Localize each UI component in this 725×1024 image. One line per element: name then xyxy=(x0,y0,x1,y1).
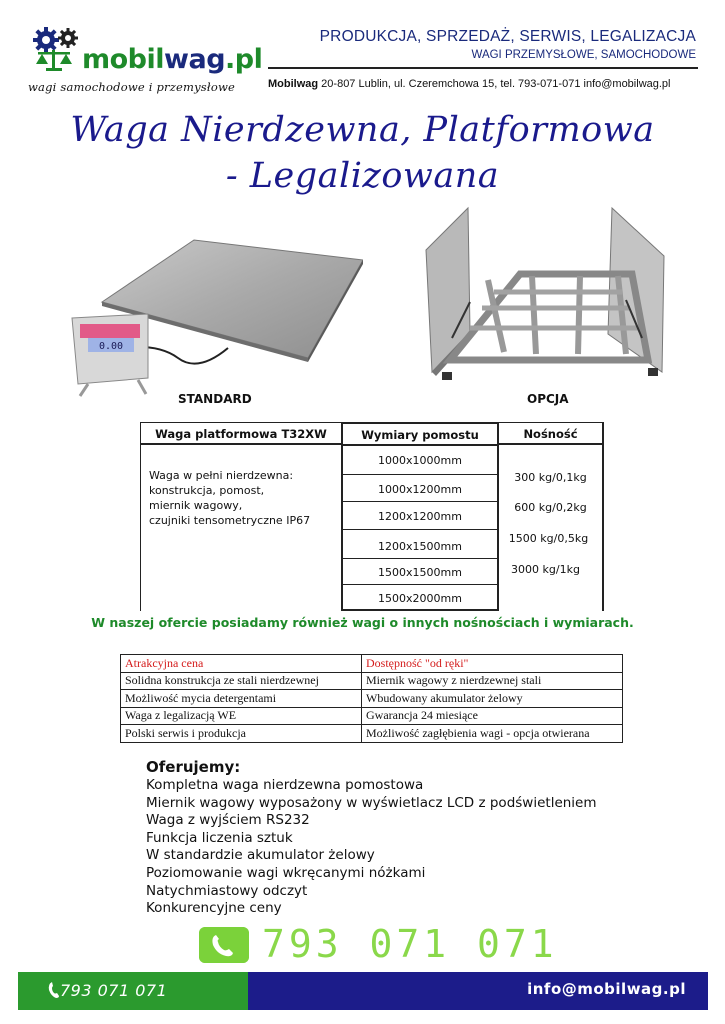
logo-tagline: wagi samochodowe i przemysłowe xyxy=(28,80,236,94)
table-row xyxy=(121,707,623,725)
feature-cell: Gwarancja 24 miesiące xyxy=(362,707,623,725)
list-item: Kompletna waga nierdzewna pomostowa xyxy=(146,777,424,793)
standard-scale-image xyxy=(58,238,363,398)
feature-cell: Miernik wagowy z nierdzewnej stali xyxy=(362,672,623,690)
spec-description-line: Waga w pełni nierdzewna: xyxy=(149,469,294,482)
footer-phone-panel xyxy=(18,972,248,1010)
spec-description-line: czujniki tensometryczne IP67 xyxy=(149,514,311,527)
table-row xyxy=(121,690,623,708)
features-table xyxy=(120,654,623,743)
feature-cell: Dostępność "od ręki" xyxy=(362,655,623,673)
footer-email[interactable]: info@mobilwag.pl xyxy=(527,980,686,998)
offer-note: W naszej ofercie posiadamy również wagi o innych nośnościach i wymiarach. xyxy=(91,615,634,630)
logo xyxy=(28,26,263,98)
dimension-cell: 1000x1000mm xyxy=(343,446,497,475)
header-divider xyxy=(268,67,698,69)
capacity-cell: 300 kg/0,1kg xyxy=(514,471,587,484)
spec-col-capacity xyxy=(499,422,604,611)
feature-cell: Możliwość mycia detergentami xyxy=(121,690,362,708)
feature-cell: Waga z legalizacją WE xyxy=(121,707,362,725)
option-caption: OPCJA xyxy=(527,392,569,406)
spec-description-line: miernik wagowy, xyxy=(149,499,243,512)
logo-wordmark: mobilwag.pl xyxy=(82,44,263,75)
feature-cell: Wbudowany akumulator żelowy xyxy=(362,690,623,708)
feature-cell: Polski serwis i produkcja xyxy=(121,725,362,743)
standard-caption: STANDARD xyxy=(178,392,252,406)
list-item: Konkurencyjne ceny xyxy=(146,900,282,917)
page-title-line1: Waga Nierdzewna, Platformowa xyxy=(70,110,655,150)
list-item: Natychmiastowy odczyt xyxy=(146,882,308,899)
footer-phone[interactable]: 793 071 071 xyxy=(60,981,168,1000)
table-row xyxy=(121,672,623,690)
spec-table xyxy=(140,422,604,611)
dimension-cell: 1200x1500mm xyxy=(343,530,497,559)
capacity-cell: 600 kg/0,2kg xyxy=(514,501,587,514)
page-title-line2: - Legalizowana xyxy=(225,156,500,196)
spec-header-capacity: Nośność xyxy=(499,423,602,445)
spec-description-line: konstrukcja, pomost, xyxy=(149,484,265,497)
option-scale-image xyxy=(412,204,680,386)
header-contact xyxy=(268,78,698,90)
contact-details: 20-807 Lublin, ul. Czeremchowa 15, tel. 793-071-071 info@mobilwag.pl xyxy=(321,78,671,90)
header-title: PRODUKCJA, SPRZEDAŻ, SERWIS, LEGALIZACJA xyxy=(319,28,696,45)
dimension-cell: 1000x1200mm xyxy=(343,475,497,502)
list-item: W standardzie akumulator żelowy xyxy=(146,847,375,864)
indicator-display: 0.00 xyxy=(98,341,124,352)
spec-col-dimensions xyxy=(341,422,499,611)
offer-title: Oferujemy: xyxy=(146,758,241,776)
spec-description xyxy=(149,468,310,528)
phone-icon xyxy=(199,927,249,963)
table-row xyxy=(121,725,623,743)
capacity-cell: 1500 kg/0,5kg xyxy=(508,532,589,545)
list-item: Waga z wyjściem RS232 xyxy=(146,812,310,829)
spec-header-dimensions: Wymiary pomostu xyxy=(343,424,497,446)
list-item: Poziomowanie wagi wkręcanymi nóżkami xyxy=(146,864,426,881)
dimension-cell: 1500x2000mm xyxy=(378,592,462,605)
feature-cell: Atrakcyjna cena xyxy=(121,655,362,673)
feature-cell: Solidna konstrukcja ze stali nierdzewnej xyxy=(121,672,362,690)
footer xyxy=(18,972,708,1010)
phone-banner-number[interactable]: 793 071 071 xyxy=(262,922,558,966)
dimension-cell: 1200x1200mm xyxy=(343,502,497,530)
dimension-cell: 1500x1500mm xyxy=(343,559,497,585)
capacity-cell: 3000 kg/1kg xyxy=(511,563,580,576)
feature-cell: Możliwość zagłębienia wagi - opcja otwierana xyxy=(362,725,623,743)
gears-logo-icon xyxy=(32,26,80,74)
footer-email-panel xyxy=(248,972,708,1010)
offer-list xyxy=(146,777,597,918)
list-item: Funkcja liczenia sztuk xyxy=(146,829,293,846)
spec-col-model xyxy=(140,422,341,611)
company-name: Mobilwag xyxy=(268,78,319,90)
header-subtitle: WAGI PRZEMYSŁOWE, SAMOCHODOWE xyxy=(471,49,696,61)
spec-header-model: Waga platformowa T32XW xyxy=(141,423,341,445)
indicator-banner xyxy=(80,324,140,338)
list-item: Miernik wagowy wyposażony w wyświetlacz LCD z podświetleniem xyxy=(146,794,597,811)
phone-handset-icon xyxy=(48,981,60,999)
table-row xyxy=(121,655,623,673)
